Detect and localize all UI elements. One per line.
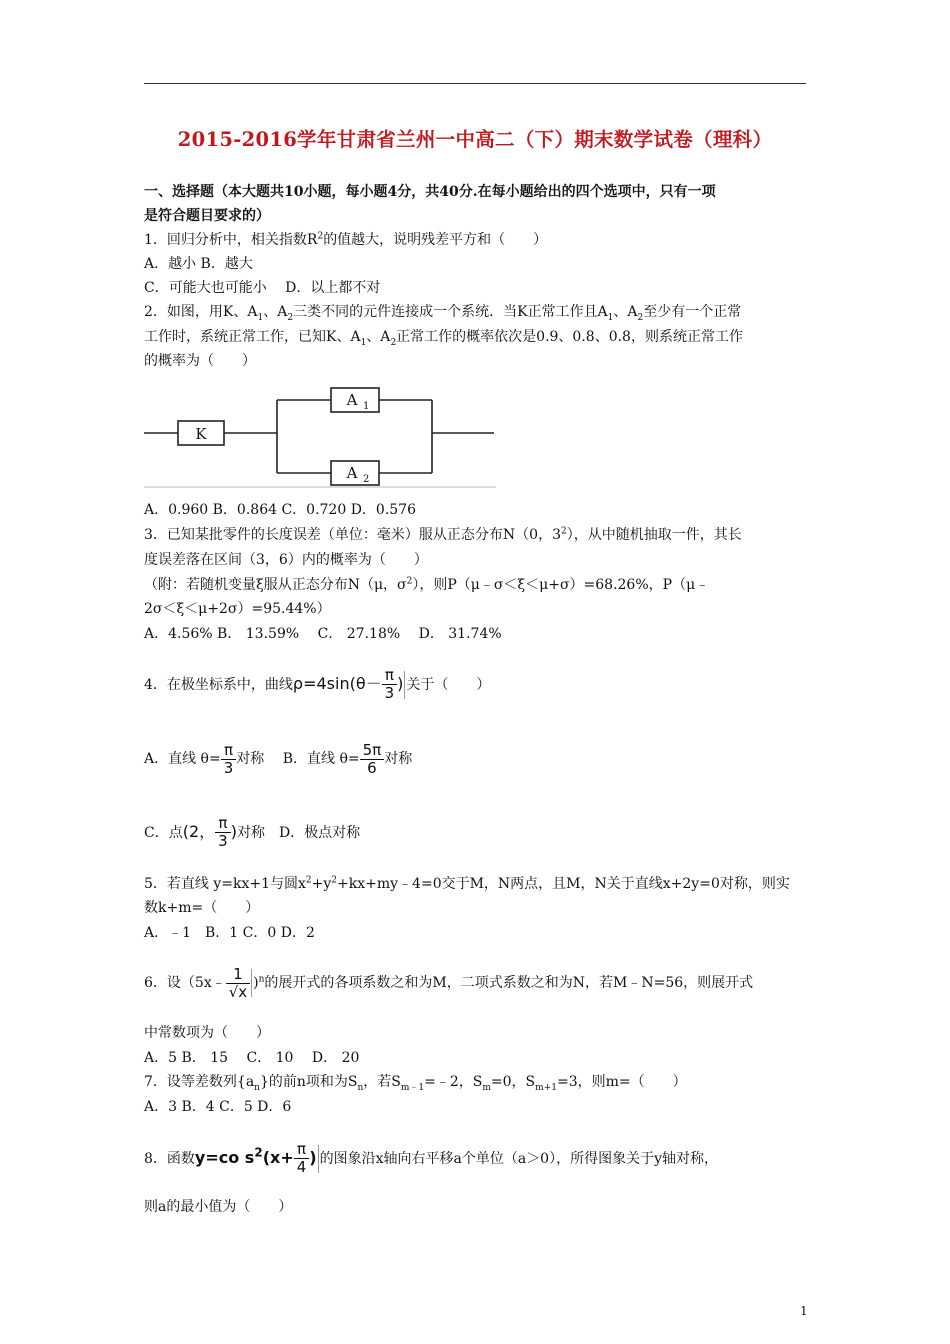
q3-stem-line1: 3．已知某批零件的长度误差（单位：毫米）服从正态分布N（0，$3^2$），从中随机抽取一件，其长 [144,526,742,543]
q2-stem-line3: 的概率为（ ） [144,353,256,369]
a2-subscript: 2 [363,474,370,485]
q2-options: A．0.960 B．0.864 C．0.720 D．0.576 [144,502,417,518]
q6-stem: 6．设（5x﹣ $\frac{1}{√x}$ )$^n$的展开式的各项系数之和为M，二项式系数之和为N，若M﹣N=56，则展开式 [144,964,754,1001]
circuit-diagram [144,380,496,488]
section-heading-line1: 一、选择题（本大题共10小题，每小题4分，共40分.在每小题给出的四个选项中，只有一项 [144,184,716,200]
page-number: 1 [800,1304,808,1318]
q6-stem-line2: 中常数项为（ ） [144,1025,270,1041]
q3-options: A．4.56% B． 13.59% C． 27.18% D． 31.74% [144,626,502,642]
q8-stem-line2: 则a的最小值为（ ） [144,1199,293,1215]
q4-stem: 4．在极坐标系中，曲线ρ=4sin(θ－ $\frac{\pi}{3}$ ) 关于（ ） [144,666,491,702]
page-title: 2015-2016学年甘肃省兰州一中高二（下）期末数学试卷（理科） [177,128,773,151]
a2-label: A [346,464,358,482]
q7-options: A．3 B．4 C．5 D．6 [144,1099,292,1115]
q1-options-ab: A．越小 B．越大 [144,256,253,272]
header-rule [144,83,806,84]
q8-stem: 8．函数y=co $s^2(x+$ $\frac{\pi}{4}$ ) 的图象沿x轴向右平移a个单位（a＞0），所得图象关于y轴对称， [144,1140,718,1176]
q1-stem: 1．回归分析中，相关指数$R^2$的值越大，说明残差平方和（ ） [144,231,548,248]
q5-options: A．﹣1 B．1 C．0 D．2 [144,925,315,941]
q1-options-cd: C．可能大也可能小 D．以上都不对 [144,280,381,296]
k-label: K [195,425,207,443]
q3-note-line2: 2σ＜ξ＜μ+2σ）=95.44%） [144,601,331,617]
q5-stem-line1: 5．若直线 y=kx+1与圆$x^2+y^2+kx+my﹣4=0$交于M，N两点，且M，N关于直线x+2y=0对称，则实 [144,875,790,892]
section-heading-line2: 是符合题目要求的） [144,208,270,224]
q6-options: A．5 B． 15 C． 10 D． 20 [144,1050,360,1066]
q5-stem-line2: 数k+m=（ ） [144,900,260,916]
q8-formula: y=co $s^2(x+$ $\frac{\pi}{4}$ ) [194,1140,317,1176]
q7-stem: 7．设等差数列$\{a_n\}$的前n项和为$S_n$，若$S_{m﹣1}=﹣2$，$S_m=0$，$S_{m+1}=3$，则m=（ ） [144,1074,687,1093]
a1-label: A [346,391,358,409]
q2-stem-line1: 2．如图，用K、$A_1$、$A_2$三类不同的元件连接成一个系统．当K正常工作且$A_1$、$A_2$至少有一个正常 [144,304,742,323]
q2-stem-line2: 工作时，系统正常工作，已知K、$A_1$、$A_2$正常工作的概率依次是0.9、0.8、0.8，则系统正常工作 [144,329,743,348]
a1-subscript: 1 [363,401,370,412]
q3-note-line1: （附：若随机变量ξ服从正态分布N（μ，$\sigma^2$），则P（μ﹣σ＜ξ＜μ+σ）=68.26%，P（μ﹣ [144,576,710,593]
q4-options-ab: A．直线 θ= $\frac{\pi}{3}$ 对称 B．直线 θ= $\frac{5\pi}{6}$ 对称 [144,740,413,777]
q3-stem-line2: 度误差落在区间（3，6）内的概率为（ ） [144,552,428,568]
q4-formula: ρ=4sin(θ－ $\frac{\pi}{3}$ ) [292,666,404,702]
q4-options-cd: C．点(2， $\frac{\pi}{3}$ )对称 D．极点对称 [144,814,361,850]
